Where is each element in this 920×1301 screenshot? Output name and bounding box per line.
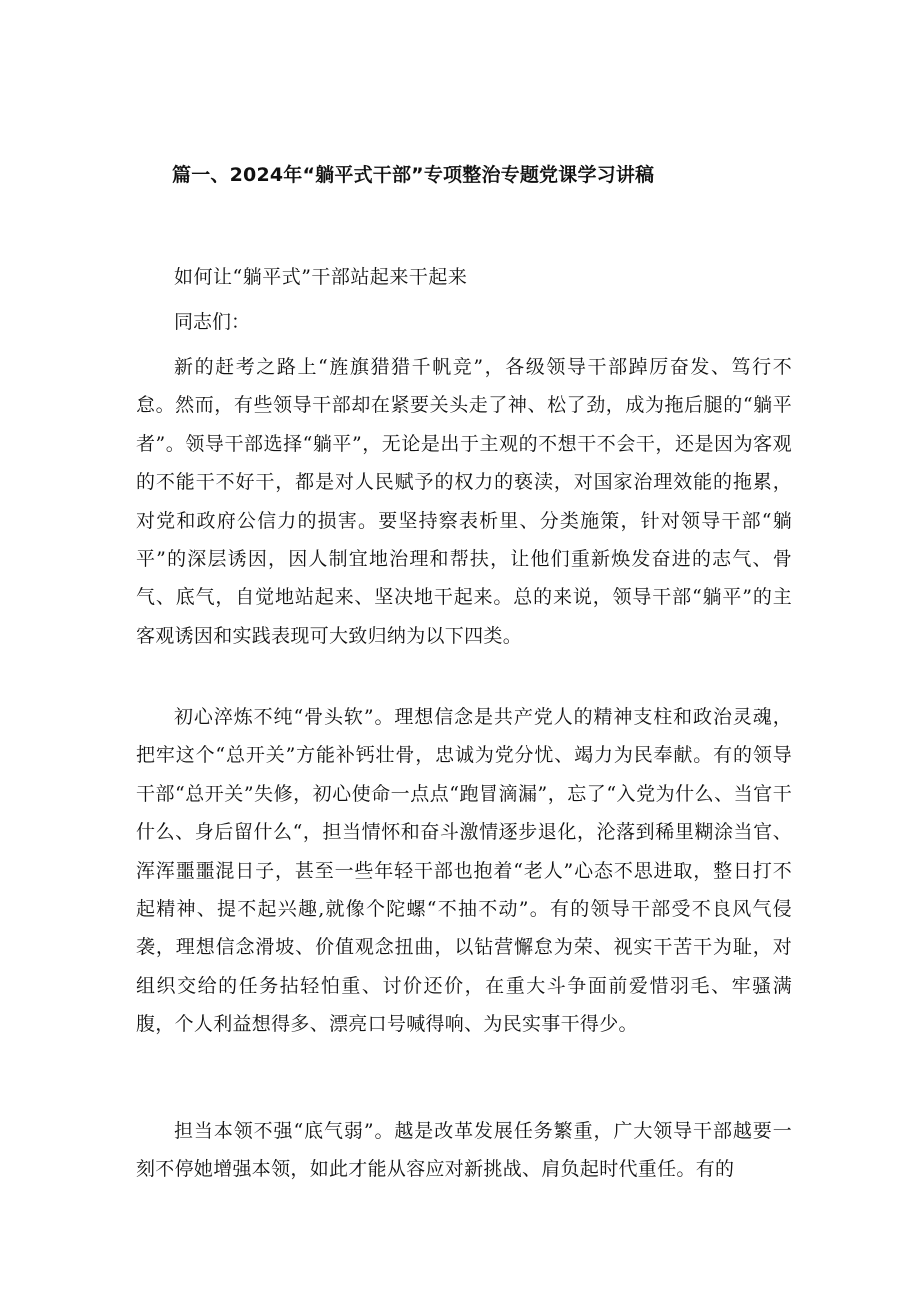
- salutation: 同志们：: [174, 311, 251, 333]
- paragraph-weak-ability: 担当本领不强“底气弱”。越是改革发展任务繁重，广大领导干部越要一刻不停她增强本领，如此才能从容应对新挑战、肩负起时代重任。有的: [136, 1120, 792, 1181]
- paragraph-weak-backbone: 初心淬炼不纯“骨头软”。理想信念是共产党人的精神支柱和政治灵魂，把牢这个“总开关”方能补钙壮骨，忠诚为党分忧、竭力为民奉献。有的领导干部“总开关”失修，初心使命一点点“跑冒滴漏”，忘了“入党为什么、当官干什么、身后留什么“，担当情怀和奋斗激情逐步退化，沦落到稀里糊涂当官、浑浑噩噩混日子，甚至一些年轻干部也抱着“老人”心态不思进取，整日打不起精神、提不起兴趣,就像个陀螺“不抽不动”。有的领导干部受不良风气侵袭，理想信念滑坡、价值观念扭曲，以钻营懈怠为荣、视实干苦干为耻，对组织交给的任务拈轻怕重、讨价还价，在重大斗争面前爱惜羽毛、牢骚满腹，个人利益想得多、漂亮口号喊得响、为民实事干得少。: [136, 706, 792, 1036]
- document-title: 篇一、2024年“躺平式干部”专项整治专题党课学习讲稿: [172, 164, 655, 186]
- speech-subtitle: 如何让“躺平式”干部站起来干起来: [174, 266, 468, 288]
- paragraph-intro: 新的赶考之路上“旌旗猎猎千帆竞”，各级领导干部踔厉奋发、笃行不怠。然而，有些领导干部却在紧要关头走了神、松了劲，成为拖后腿的“躺平者”。领导干部选择“躺平”，无论是出于主观的不想干不会干，还是因为客观的不能干不好干，都是对人民赋予的权力的亵渎，对国家治理效能的拖累，对党和政府公信力的损害。要坚持察表析里、分类施策，针对领导干部“躺平”的深层诱因，因人制宜地治理和帮扶，让他们重新焕发奋进的志气、骨气、底气，自觉地站起来、坚决地干起来。总的来说，领导干部“躺平”的主客观诱因和实践表现可大致归纳为以下四类。: [136, 356, 792, 647]
